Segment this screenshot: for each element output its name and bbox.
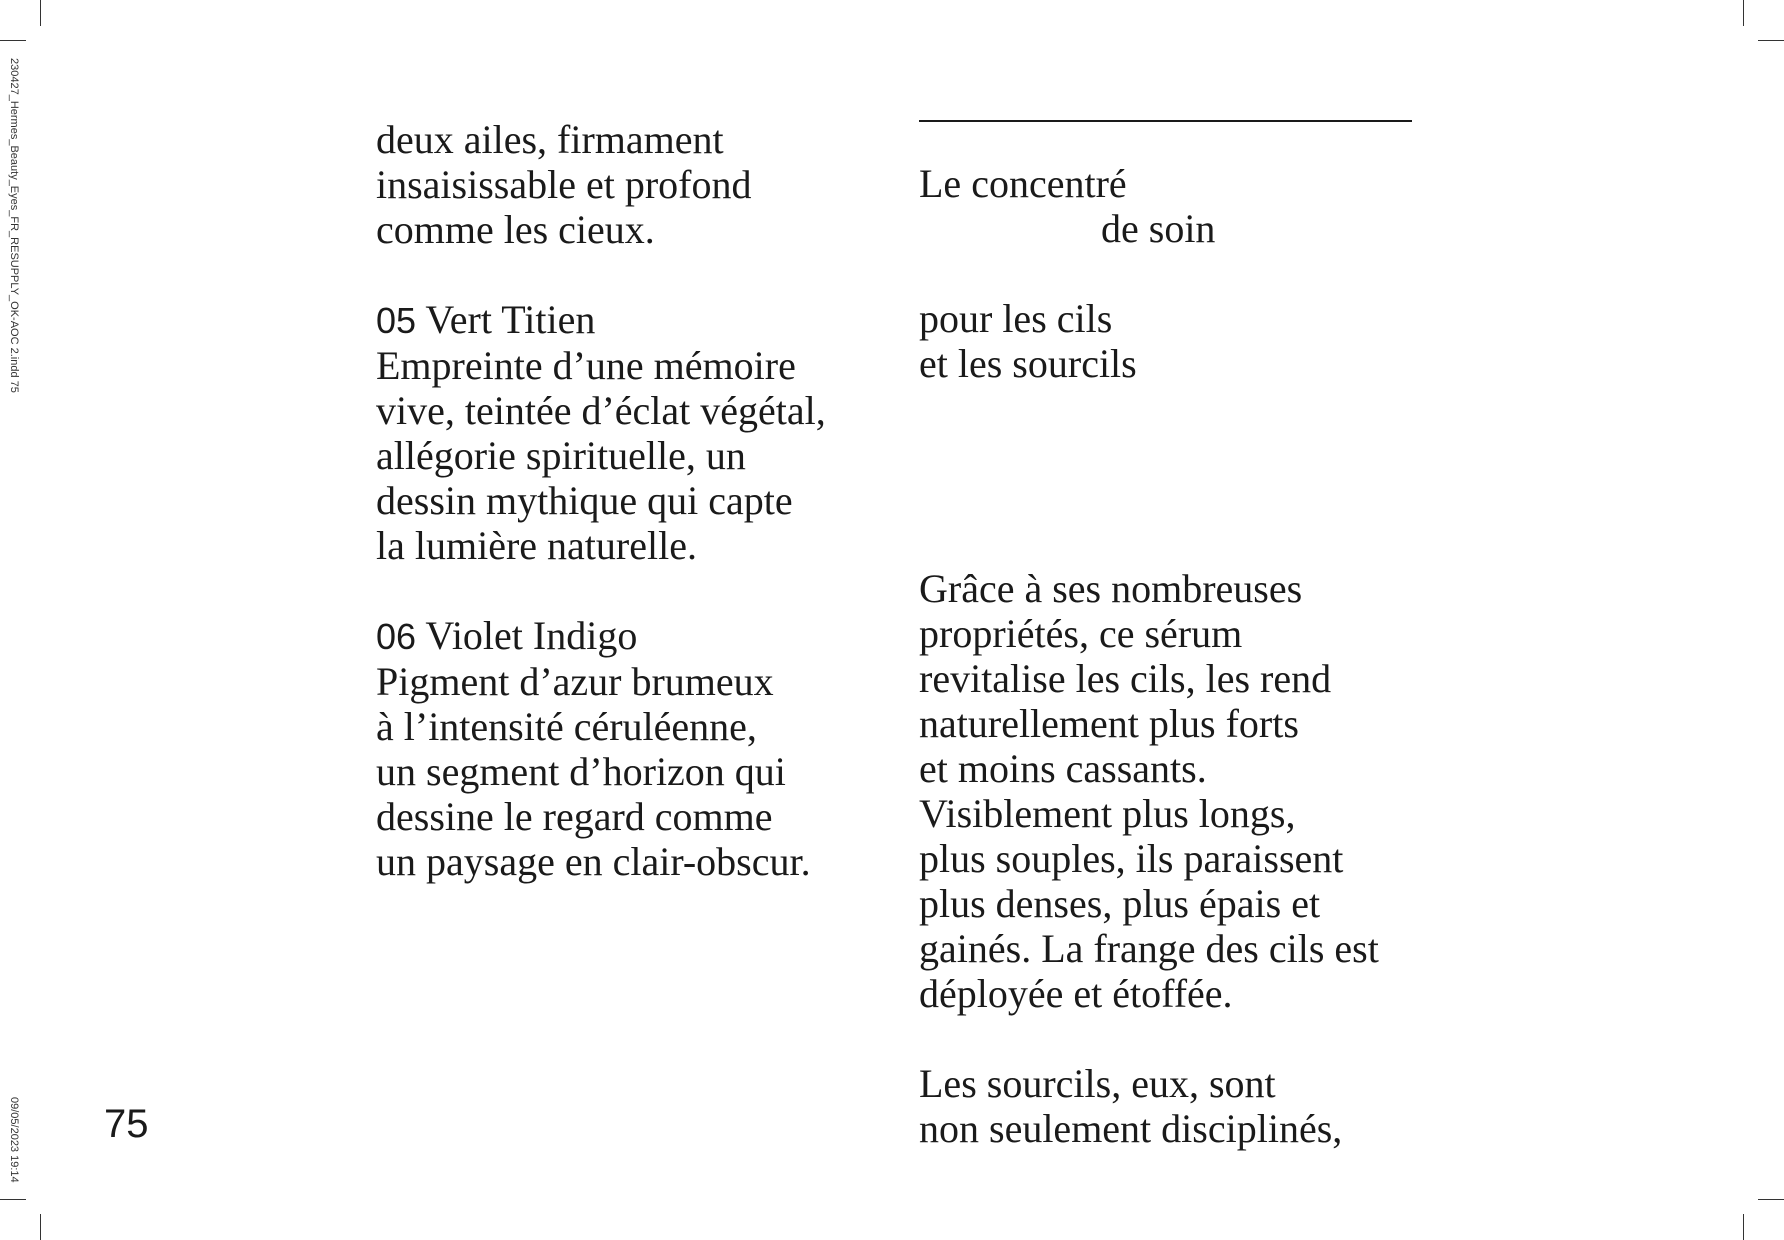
- body-line: plus souples, ils paraissent: [919, 836, 1344, 881]
- body-line: Les sourcils, eux, sont: [919, 1061, 1276, 1106]
- intro-line: deux ailes, firmament: [376, 117, 724, 162]
- crop-mark-bottom-right: [1743, 1214, 1744, 1240]
- entry-name: Vert Titien: [425, 297, 596, 342]
- entry-line: dessine le regard comme: [376, 794, 773, 839]
- slug-date: 09/05/2023 19:14: [8, 1097, 20, 1183]
- entry-number: 06: [376, 616, 417, 657]
- entry-line: Pigment d’azur brumeux: [376, 659, 774, 704]
- crop-mark-top-right-h: [1758, 40, 1784, 41]
- body-line: propriétés, ce sérum: [919, 611, 1243, 656]
- left-column: [376, 117, 856, 884]
- page-number: 75: [104, 1102, 149, 1146]
- intro-line: comme les cieux.: [376, 207, 655, 252]
- body-line: Grâce à ses nombreuses: [919, 566, 1303, 611]
- crop-mark-top-left: [40, 0, 41, 26]
- crop-mark-bottom-left-h: [0, 1199, 26, 1200]
- entry-number: 05: [376, 300, 417, 341]
- body-line: revitalise les cils, les rend: [919, 656, 1332, 701]
- entry-line: à l’intensité céruléenne,: [376, 704, 757, 749]
- body-line: naturellement plus forts: [919, 701, 1299, 746]
- section-title-line2: de soin: [1101, 206, 1216, 251]
- entry-line: la lumière naturelle.: [376, 523, 697, 568]
- entry-line: un paysage en clair-obscur.: [376, 839, 811, 884]
- entry-line: vive, teintée d’éclat végétal,: [376, 388, 826, 433]
- crop-mark-bottom-left: [40, 1214, 41, 1240]
- intro-line: insaisissable et profond: [376, 162, 752, 207]
- body-line: plus denses, plus épais et: [919, 881, 1321, 926]
- body-line: gainés. La frange des cils est: [919, 926, 1379, 971]
- crop-mark-top-left-h: [0, 40, 26, 41]
- subtitle-line: pour les cils: [919, 296, 1113, 341]
- entry-line: dessin mythique qui capte: [376, 478, 793, 523]
- slug-filename: 230427_Hermes_Beauty_Eyes_FR_RESUPPLY_OK-AOC 2.indd 75: [8, 58, 20, 393]
- entry-line: un segment d’horizon qui: [376, 749, 786, 794]
- crop-mark-top-right: [1743, 0, 1744, 26]
- entry-line: Empreinte d’une mémoire: [376, 343, 796, 388]
- crop-mark-bottom-right-h: [1758, 1199, 1784, 1200]
- body-line: et moins cassants.: [919, 746, 1207, 791]
- body-line: Visiblement plus longs,: [919, 791, 1296, 836]
- section-rule: [919, 120, 1412, 122]
- entry-line: allégorie spirituelle, un: [376, 433, 746, 478]
- section-title-line1: Le concentré: [919, 161, 1127, 206]
- right-column: [919, 161, 1419, 1151]
- body-line: déployée et étoffée.: [919, 971, 1233, 1016]
- subtitle-line: et les sourcils: [919, 341, 1137, 386]
- entry-name: Violet Indigo: [425, 613, 638, 658]
- body-line: non seulement disciplinés,: [919, 1106, 1343, 1151]
- entry-heading-06: [376, 613, 856, 659]
- entry-heading-05: [376, 297, 856, 343]
